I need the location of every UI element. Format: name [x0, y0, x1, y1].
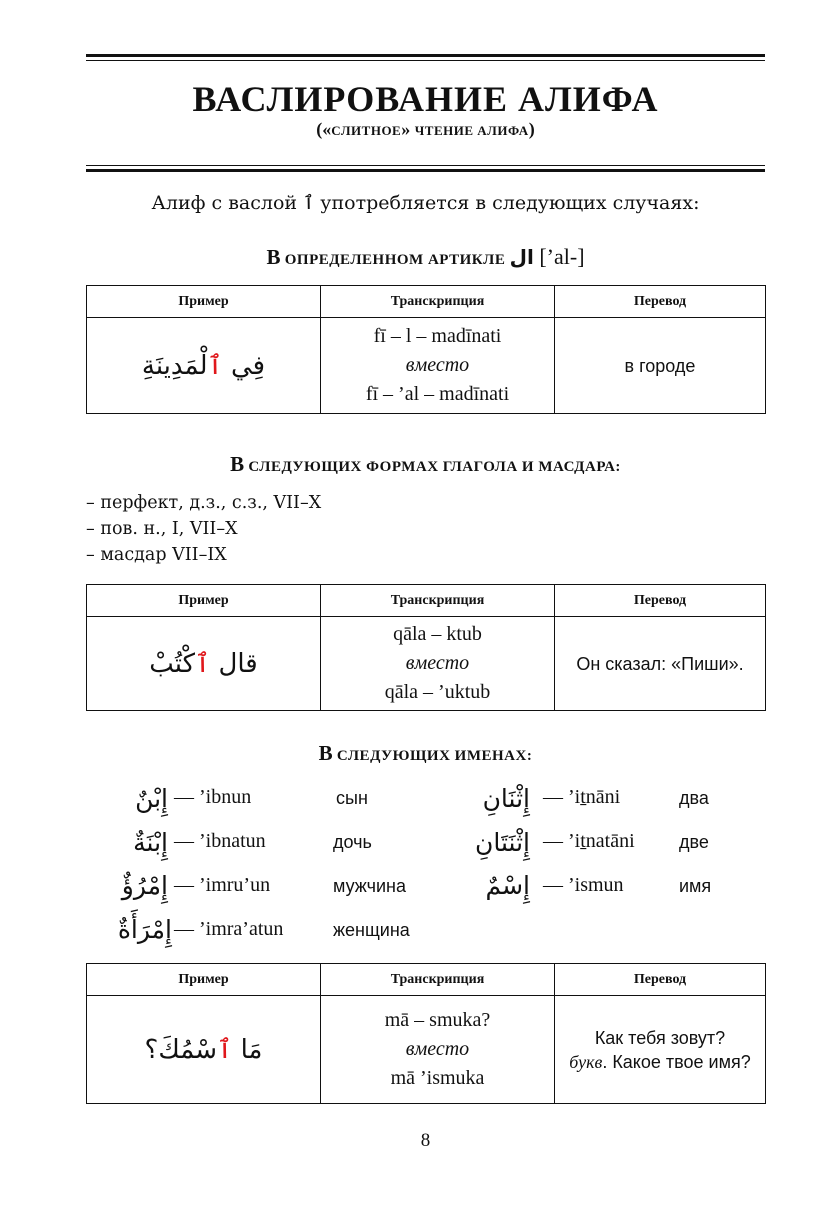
column-header-translation: Перевод — [555, 286, 766, 318]
column-header-transcription: Транскрипция — [321, 585, 555, 617]
verb-forms-list — [86, 490, 321, 568]
name-translit: — ’ibnatun — [174, 830, 266, 852]
section-heading-verb-forms: В СЛЕДУЮЩИХ ФОРМАХ ГЛАГОЛА И МАСДАРА: — [230, 452, 621, 476]
wasla-highlight: ٱ — [217, 1034, 233, 1065]
table-row — [87, 318, 766, 414]
section-heading-article: В ОПРЕДЕЛЕННОМ АРТИКЛЕ ال [’al-] — [266, 244, 585, 269]
table-header-row — [87, 964, 766, 996]
intro-text: Алиф с васлой ٱ употребляется в следующих случаях: — [151, 192, 700, 214]
name-translit: — ’ibnun — [174, 786, 252, 808]
transcription-cell: qāla – ktub вместо qāla – ’uktub — [321, 617, 555, 711]
name-meaning: две — [679, 832, 709, 852]
wasla-highlight: ٱ — [195, 648, 211, 679]
name-arabic: إِبْنٌ — [135, 784, 168, 813]
name-arabic: إِمْرُؤٌ — [121, 871, 168, 900]
wasla-highlight: ٱ — [207, 350, 223, 381]
table-header-row — [87, 585, 766, 617]
top-rule — [86, 54, 765, 61]
example-table-verb — [86, 584, 766, 711]
transcription-cell: fī – l – madīnati вместо fī – ’al – madīnati — [321, 318, 555, 414]
example-table-article — [86, 285, 766, 414]
example-table-nouns — [86, 963, 766, 1104]
name-translit: — ’iṯnatāni — [543, 830, 635, 852]
arabic-example: قال ٱكْتُبْ — [87, 617, 321, 711]
name-arabic: إِبْنَةٌ — [133, 828, 168, 857]
name-translit: — ’imru’un — [174, 874, 271, 896]
column-header-transcription: Транскрипция — [321, 964, 555, 996]
name-translit: — ’iṯnāni — [543, 786, 621, 808]
table-row — [87, 996, 766, 1104]
name-arabic: إِثْنَانِ — [482, 784, 530, 813]
column-header-translation: Перевод — [555, 585, 766, 617]
alif-wasla-symbol: ٱ — [303, 192, 315, 214]
page-number: 8 — [420, 1130, 431, 1151]
transcription-cell: mā – smuka? вместо mā ’ismuka — [321, 996, 555, 1104]
arabic-example: مَا ٱسْمُكَ؟ — [87, 996, 321, 1104]
list-item: – пов. н., I, VII–X — [86, 519, 238, 539]
column-header-translation: Перевод — [555, 964, 766, 996]
list-item: – масдар VII–IX — [86, 545, 227, 565]
translation-cell: в городе — [555, 318, 766, 414]
translation-cell: Как тебя зовут? букв. Какое твое имя? — [555, 996, 766, 1104]
name-arabic: إِمْرَأَةٌ — [117, 915, 172, 944]
arabic-example: فِي ٱلْمَدِينَةِ — [87, 318, 321, 414]
page-title: ВАСЛИРОВАНИЕ АЛИФА — [192, 79, 659, 119]
column-header-example: Пример — [87, 286, 321, 318]
column-header-transcription: Транскрипция — [321, 286, 555, 318]
name-meaning: женщина — [333, 920, 410, 940]
name-meaning: дочь — [333, 832, 372, 852]
table-row — [87, 617, 766, 711]
name-arabic: إِثْنَتَانِ — [475, 828, 530, 857]
name-meaning: сын — [336, 788, 368, 808]
column-header-example: Пример — [87, 964, 321, 996]
page-subtitle: («СЛИТНОЕ» ЧТЕНИЕ АЛИФА) — [316, 119, 535, 139]
name-meaning: два — [679, 788, 709, 808]
header-bottom-rule — [86, 165, 765, 172]
name-meaning: имя — [679, 876, 712, 896]
column-header-example: Пример — [87, 585, 321, 617]
table-header-row — [87, 286, 766, 318]
list-item: – перфект, д.з., с.з., VII–X — [86, 493, 322, 513]
name-translit: — ’imra’atun — [174, 918, 284, 940]
translation-cell: Он сказал: «Пиши». — [555, 617, 766, 711]
name-meaning: мужчина — [333, 876, 407, 896]
section-heading-nouns: В СЛЕДУЮЩИХ ИМЕНАХ: — [318, 741, 533, 765]
name-translit: — ’ismun — [543, 874, 624, 896]
name-arabic: إِسْمٌ — [485, 871, 530, 900]
